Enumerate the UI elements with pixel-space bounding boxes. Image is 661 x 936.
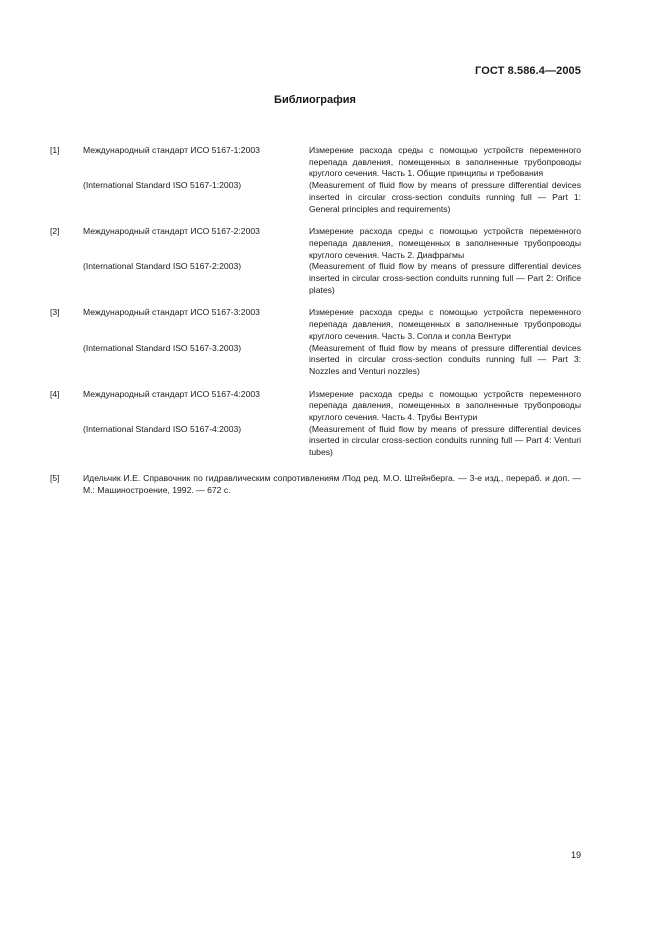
entry-text: Идельчик И.Е. Справочник по гидравлическим сопротивлениям /Под ред. М.О. Штейнберга. — 3-е изд., перераб. и доп. — М.: Машиностроение, 1992. — 672 с. <box>83 472 581 495</box>
entry-number: [1] <box>50 145 60 155</box>
entry-number: [5] <box>50 472 60 483</box>
bibliography-entry-1 <box>50 145 581 215</box>
bibliography-entry-2 <box>50 226 581 296</box>
entry-title-en: (Measurement of fluid flow by means of pressure differential devices inserted in circular cross-section conduits running full — Part 3: Nozzles and Venturi nozzles) <box>309 342 581 376</box>
entry-number: [2] <box>50 226 60 237</box>
bibliography-list <box>50 145 581 496</box>
entry-source-ru: Международный стандарт ИСО 5167-4:2003 <box>83 388 260 399</box>
entry-source-ru: Международный стандарт ИСО 5167-3:2003 <box>83 307 260 318</box>
entry-number: [4] <box>50 388 60 399</box>
entry-title-en: (Measurement of fluid flow by means of pressure differential devices inserted in circular cross-section conduits running full — Part 4: Venturi tubes) <box>309 423 581 458</box>
entry-title-ru: Измерение расхода среды с помощью устройств переменного перепада давления, помещенных в заполненные трубопроводы круглого сечения. Часть 1. Общие принципы и требования <box>309 145 581 179</box>
bibliography-entry-5 <box>50 473 581 496</box>
page-number: 19 <box>570 850 581 860</box>
entry-source-ru: Международный стандарт ИСО 5167-2:2003 <box>83 226 260 237</box>
entry-source-en: (International Standard ISO 5167-4:2003) <box>83 423 242 434</box>
document-code: ГОСТ 8.586.4—2005 <box>475 65 581 77</box>
entry-title-en: (Measurement of fluid flow by means of pressure differential devices inserted in circular cross-section conduits running full — Part 2: Orifice plates) <box>309 261 581 295</box>
entry-source-en: (International Standard ISO 5167-2:2003) <box>83 261 242 272</box>
bibliography-entry-3 <box>50 307 581 377</box>
entry-title-ru: Измерение расхода среды с помощью устройств переменного перепада давления, помещенных в заполненные трубопроводы круглого сечения. Часть 3. Сопла и сопла Вентури <box>309 307 581 341</box>
entry-source-en: (International Standard ISO 5167-3.2003) <box>83 342 242 353</box>
entry-number: [3] <box>50 307 60 318</box>
entry-source-en: (International Standard ISO 5167-1:2003) <box>83 180 242 191</box>
bibliography-entry-4 <box>50 389 581 459</box>
entry-source-ru: Международный стандарт ИСО 5167-1:2003 <box>83 145 260 155</box>
entry-title-ru: Измерение расхода среды с помощью устройств переменного перепада давления, помещенных в заполненные трубопроводы круглого сечения. Часть 4. Трубы Вентури <box>309 388 581 423</box>
entry-title-ru: Измерение расхода среды с помощью устройств переменного перепада давления, помещенных в заполненные трубопроводы круглого сечения. Часть 2. Диафрагмы <box>309 226 581 260</box>
page-title: Библиография <box>274 94 356 106</box>
entry-title-en: (Measurement of fluid flow by means of pressure differential devices inserted in circular cross-section conduits running full — Part 1: General principles and requirements) <box>309 180 581 214</box>
